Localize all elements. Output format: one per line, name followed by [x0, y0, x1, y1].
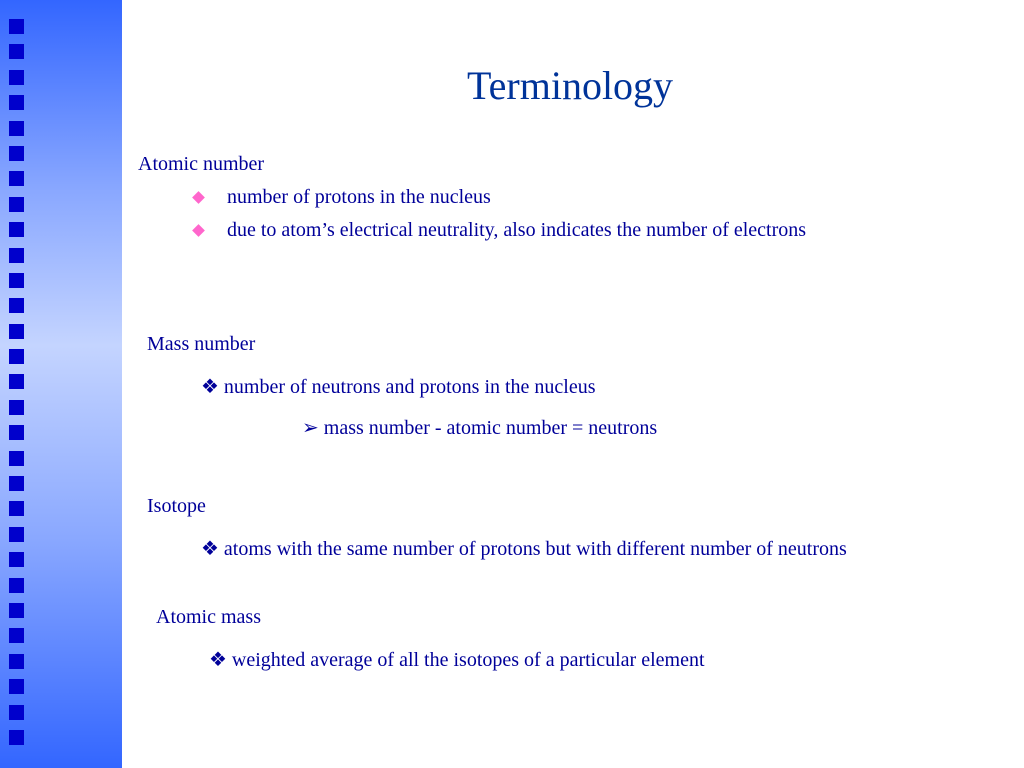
square-decoration	[9, 730, 24, 745]
square-decoration	[9, 451, 24, 466]
mass-number-formula: ➢ mass number - atomic number = neutrons	[302, 417, 658, 439]
square-decoration	[9, 501, 24, 516]
square-decoration	[9, 425, 24, 440]
square-decoration	[9, 222, 24, 237]
square-decoration	[9, 527, 24, 542]
square-decoration	[9, 400, 24, 415]
square-decoration	[9, 552, 24, 567]
isotope-point: ❖ atoms with the same number of protons but with different number of neutrons	[201, 538, 847, 560]
mass-number-point: ❖ number of neutrons and protons in the nucleus	[201, 376, 596, 398]
atomic-mass-point: ❖ weighted average of all the isotopes of a particular element	[209, 649, 705, 671]
square-decoration	[9, 349, 24, 364]
square-decoration	[9, 298, 24, 313]
square-decoration	[9, 171, 24, 186]
atomic-number-point-2: due to atom’s electrical neutrality, also indicates the number of electrons	[227, 219, 807, 241]
square-decoration	[9, 603, 24, 618]
atomic-number-point-1: number of protons in the nucleus	[227, 186, 491, 208]
square-decoration	[9, 679, 24, 694]
square-decoration	[9, 273, 24, 288]
isotope-heading: Isotope	[147, 495, 206, 517]
square-bullets-column	[9, 19, 25, 755]
diamond-bullet-icon	[192, 191, 205, 204]
square-decoration	[9, 121, 24, 136]
slide-title: Terminology	[467, 63, 674, 108]
square-decoration	[9, 654, 24, 669]
square-decoration	[9, 248, 24, 263]
square-decoration	[9, 146, 24, 161]
diamond-bullet-icon	[192, 224, 205, 237]
square-decoration	[9, 578, 24, 593]
square-decoration	[9, 95, 24, 110]
square-decoration	[9, 324, 24, 339]
decorative-sidebar	[0, 0, 122, 768]
square-decoration	[9, 197, 24, 212]
square-decoration	[9, 705, 24, 720]
square-decoration	[9, 374, 24, 389]
atomic-mass-heading: Atomic mass	[156, 606, 261, 628]
square-decoration	[9, 44, 24, 59]
square-decoration	[9, 476, 24, 491]
square-decoration	[9, 628, 24, 643]
square-decoration	[9, 19, 24, 34]
atomic-number-heading: Atomic number	[138, 153, 265, 175]
square-decoration	[9, 70, 24, 85]
mass-number-heading: Mass number	[147, 333, 256, 355]
